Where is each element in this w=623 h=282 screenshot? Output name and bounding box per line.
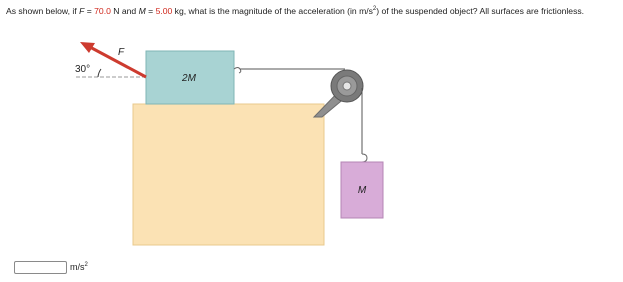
answer-input[interactable] bbox=[14, 261, 67, 274]
mass-value: 5.00 bbox=[155, 6, 173, 16]
force-arrow-shaft bbox=[88, 46, 146, 77]
block-hook bbox=[234, 68, 241, 74]
force-label: F bbox=[118, 47, 125, 58]
block-label: 2M bbox=[182, 73, 196, 84]
question-text: As shown below, if F = 70.0 N and M = 5.00 kg, what is the magnitude of the acceleration (in $m/s^2$) of the suspended object? All surfaces are frictionless. bbox=[6, 6, 585, 16]
angle-label: 30° bbox=[75, 64, 91, 75]
hanging-hook bbox=[362, 154, 367, 162]
answer-unit: $m/s^2$ bbox=[70, 262, 88, 272]
table bbox=[133, 104, 324, 245]
pulley-axle bbox=[343, 82, 351, 90]
angle-arc bbox=[98, 69, 101, 77]
force-value: 70.0 bbox=[94, 6, 111, 16]
hanging-mass-label: M bbox=[357, 185, 367, 196]
